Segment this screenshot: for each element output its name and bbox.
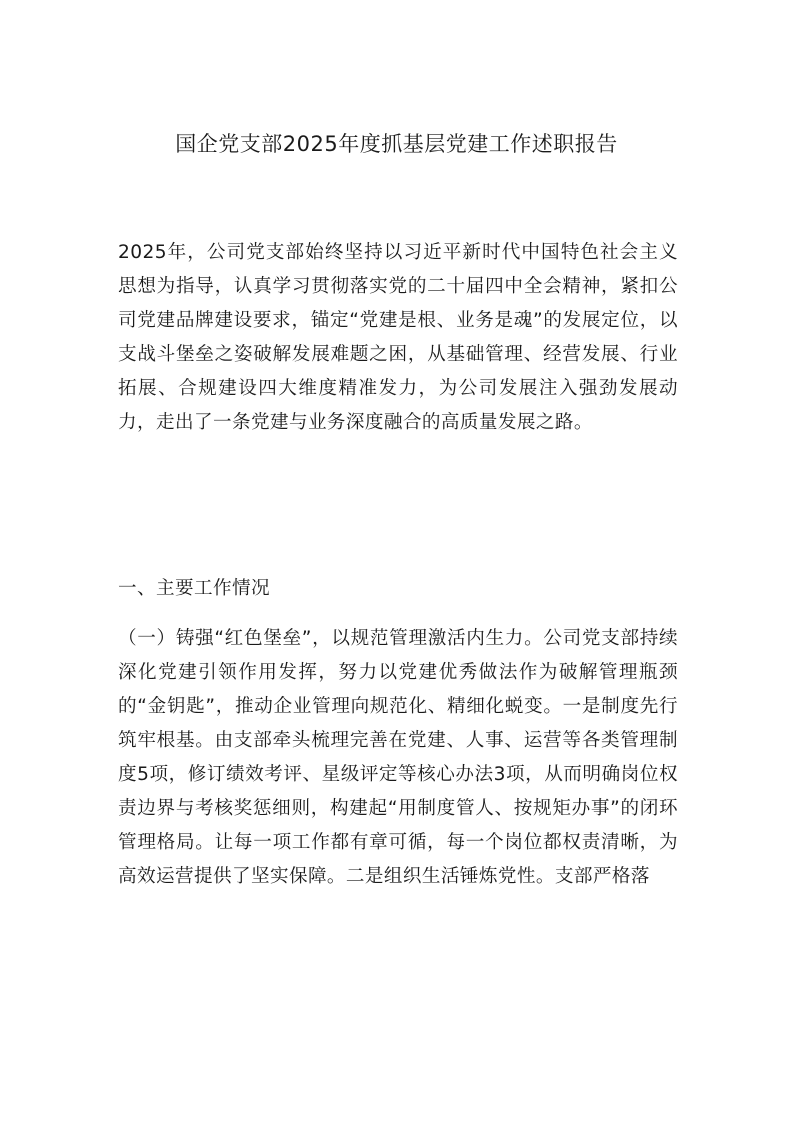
document-title: 国企党支部2025年度抓基层党建工作述职报告 <box>175 132 618 156</box>
intro-paragraph: 2025年，公司党支部始终坚持以习近平新时代中国特色社会主义思想为指导，认真学习贯彻落实党的二十届四中全会精神，紧扣公司党建品牌建设要求，锚定“党建是根、业务是魂”的发展定位，以支战斗堡垒之姿破解发展难题之困，从基础管理、经营发展、行业拓展、合规建设四大维度精准发力，为公司发展注入强劲发展动力，走出了一条党建与业务深度融合的高质量发展之路。 <box>118 242 678 433</box>
section-1-paragraph: （一）铸强“红色堡垒”，以规范管理激活内生力。公司党支部持续深化党建引领作用发挥，努力以党建优秀做法作为破解管理瓶颈的“金钥匙”，推动企业管理向规范化、精细化蜕变。一是制度先行筑牢根基。由支部牵头梳理完善在党建、人事、运营等各类管理制度5项，修订绩效考评、星级评定等核心办法3项，从而明确岗位权责边界与考核奖惩细则，构建起“用制度管人、按规矩办事”的闭环管理格局。让每一项工作都有章可循，每一个岗位都权责清晰，为高效运营提供了坚实保障。二是组织生活锤炼党性。支部严格落 <box>118 628 678 887</box>
section-heading-main-work: 一、主要工作情况 <box>118 578 270 599</box>
